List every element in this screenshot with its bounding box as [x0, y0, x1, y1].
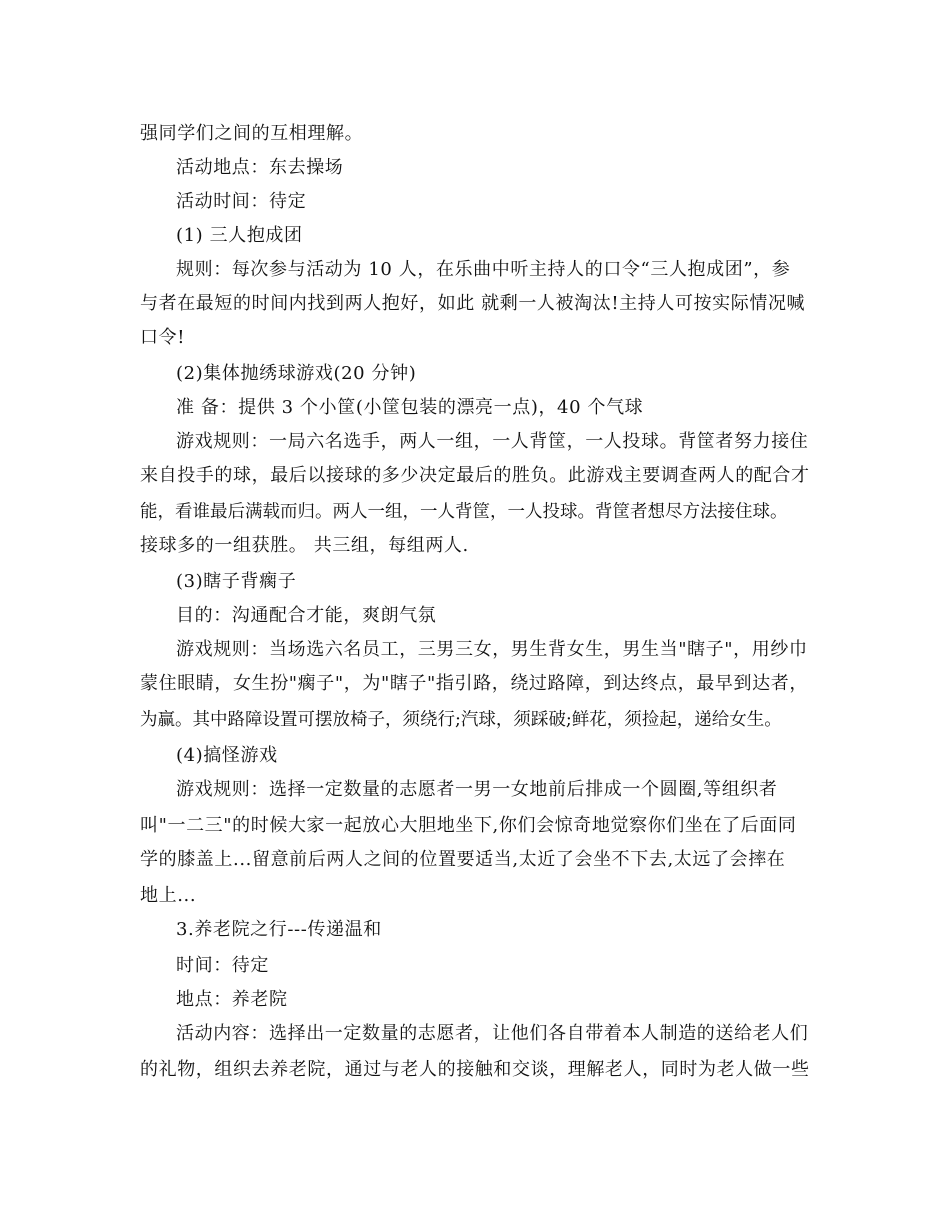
text-line: 强同学们之间的互相理解。 [140, 123, 364, 144]
text-line: 准 备：提供 3 个小筐(小筐包装的漂亮一点)，40 个气球 [176, 397, 644, 418]
text-line: 学的膝盖上...留意前后两人之间的位置要适当,太近了会坐不下去,太远了会摔在 [140, 849, 786, 870]
text-line: 与者在最短的时间内找到两人抱好，如此 就剩一人被淘汰!主持人可按实际情况喊 [140, 293, 806, 314]
text-line: 叫"一二三"的时候大家一起放心大胆地坐下,你们会惊奇地觉察你们坐在了后面同 [140, 815, 797, 836]
text-line: 口令! [140, 327, 186, 348]
text-line: 活动地点：东去操场 [176, 157, 344, 178]
text-line: 地上... [140, 885, 197, 906]
text-line: 能，看谁最后满载而归。两人一组，一人背筐，一人投球。背筐者想尽方法接住球。 [140, 502, 788, 522]
text-line: 接球多的一组获胜。 共三组，每组两人. [140, 535, 469, 556]
section-heading: (4)搞怪游戏 [176, 745, 278, 766]
text-line: 规则：每次参与活动为 10 人，在乐曲中听主持人的口令“三人抱成团”，参 [176, 259, 791, 280]
text-line: 的礼物，组织去养老院，通过与老人的接触和交谈，理解老人，同时为老人做一些 [140, 1059, 810, 1080]
text-line: 来自投手的球，最后以接球的多少决定最后的胜负。此游戏主要调查两人的配合才 [140, 465, 810, 486]
section-heading: (1) 三人抱成团 [176, 225, 303, 246]
text-line: 时间：待定 [176, 955, 269, 976]
text-line: 活动内容：选择出一定数量的志愿者，让他们各自带着本人制造的送给老人们 [176, 1023, 809, 1044]
text-line: 为赢。其中路障设置可摆放椅子，须绕行;汽球，须踩破;鲜花，须捡起，递给女生。 [140, 710, 782, 730]
text-line: 游戏规则：选择一定数量的志愿者一男一女地前后排成一个圆圈,等组织者 [176, 779, 778, 800]
section-heading: (2)集体抛绣球游戏(20 分钟) [176, 363, 417, 384]
section-heading: 3.养老院之行---传递温和 [176, 919, 382, 940]
text-line: 地点：养老院 [176, 989, 288, 1010]
text-line: 游戏规则：当场选六名员工，三男三女，男生背女生，男生当"瞎子"，用纱巾 [176, 639, 808, 660]
text-line: 目的：沟通配合才能，爽朗气氛 [176, 605, 437, 626]
text-line: 蒙住眼睛，女生扮"瘸子"，为"瞎子"指引路，绕过路障，到达终点，最早到达者， [140, 673, 808, 694]
text-line: 活动时间：待定 [176, 191, 307, 212]
section-heading: (3)瞎子背瘸子 [176, 571, 297, 592]
text-line: 游戏规则：一局六名选手，两人一组，一人背筐，一人投球。背筐者努力接住 [176, 431, 809, 452]
